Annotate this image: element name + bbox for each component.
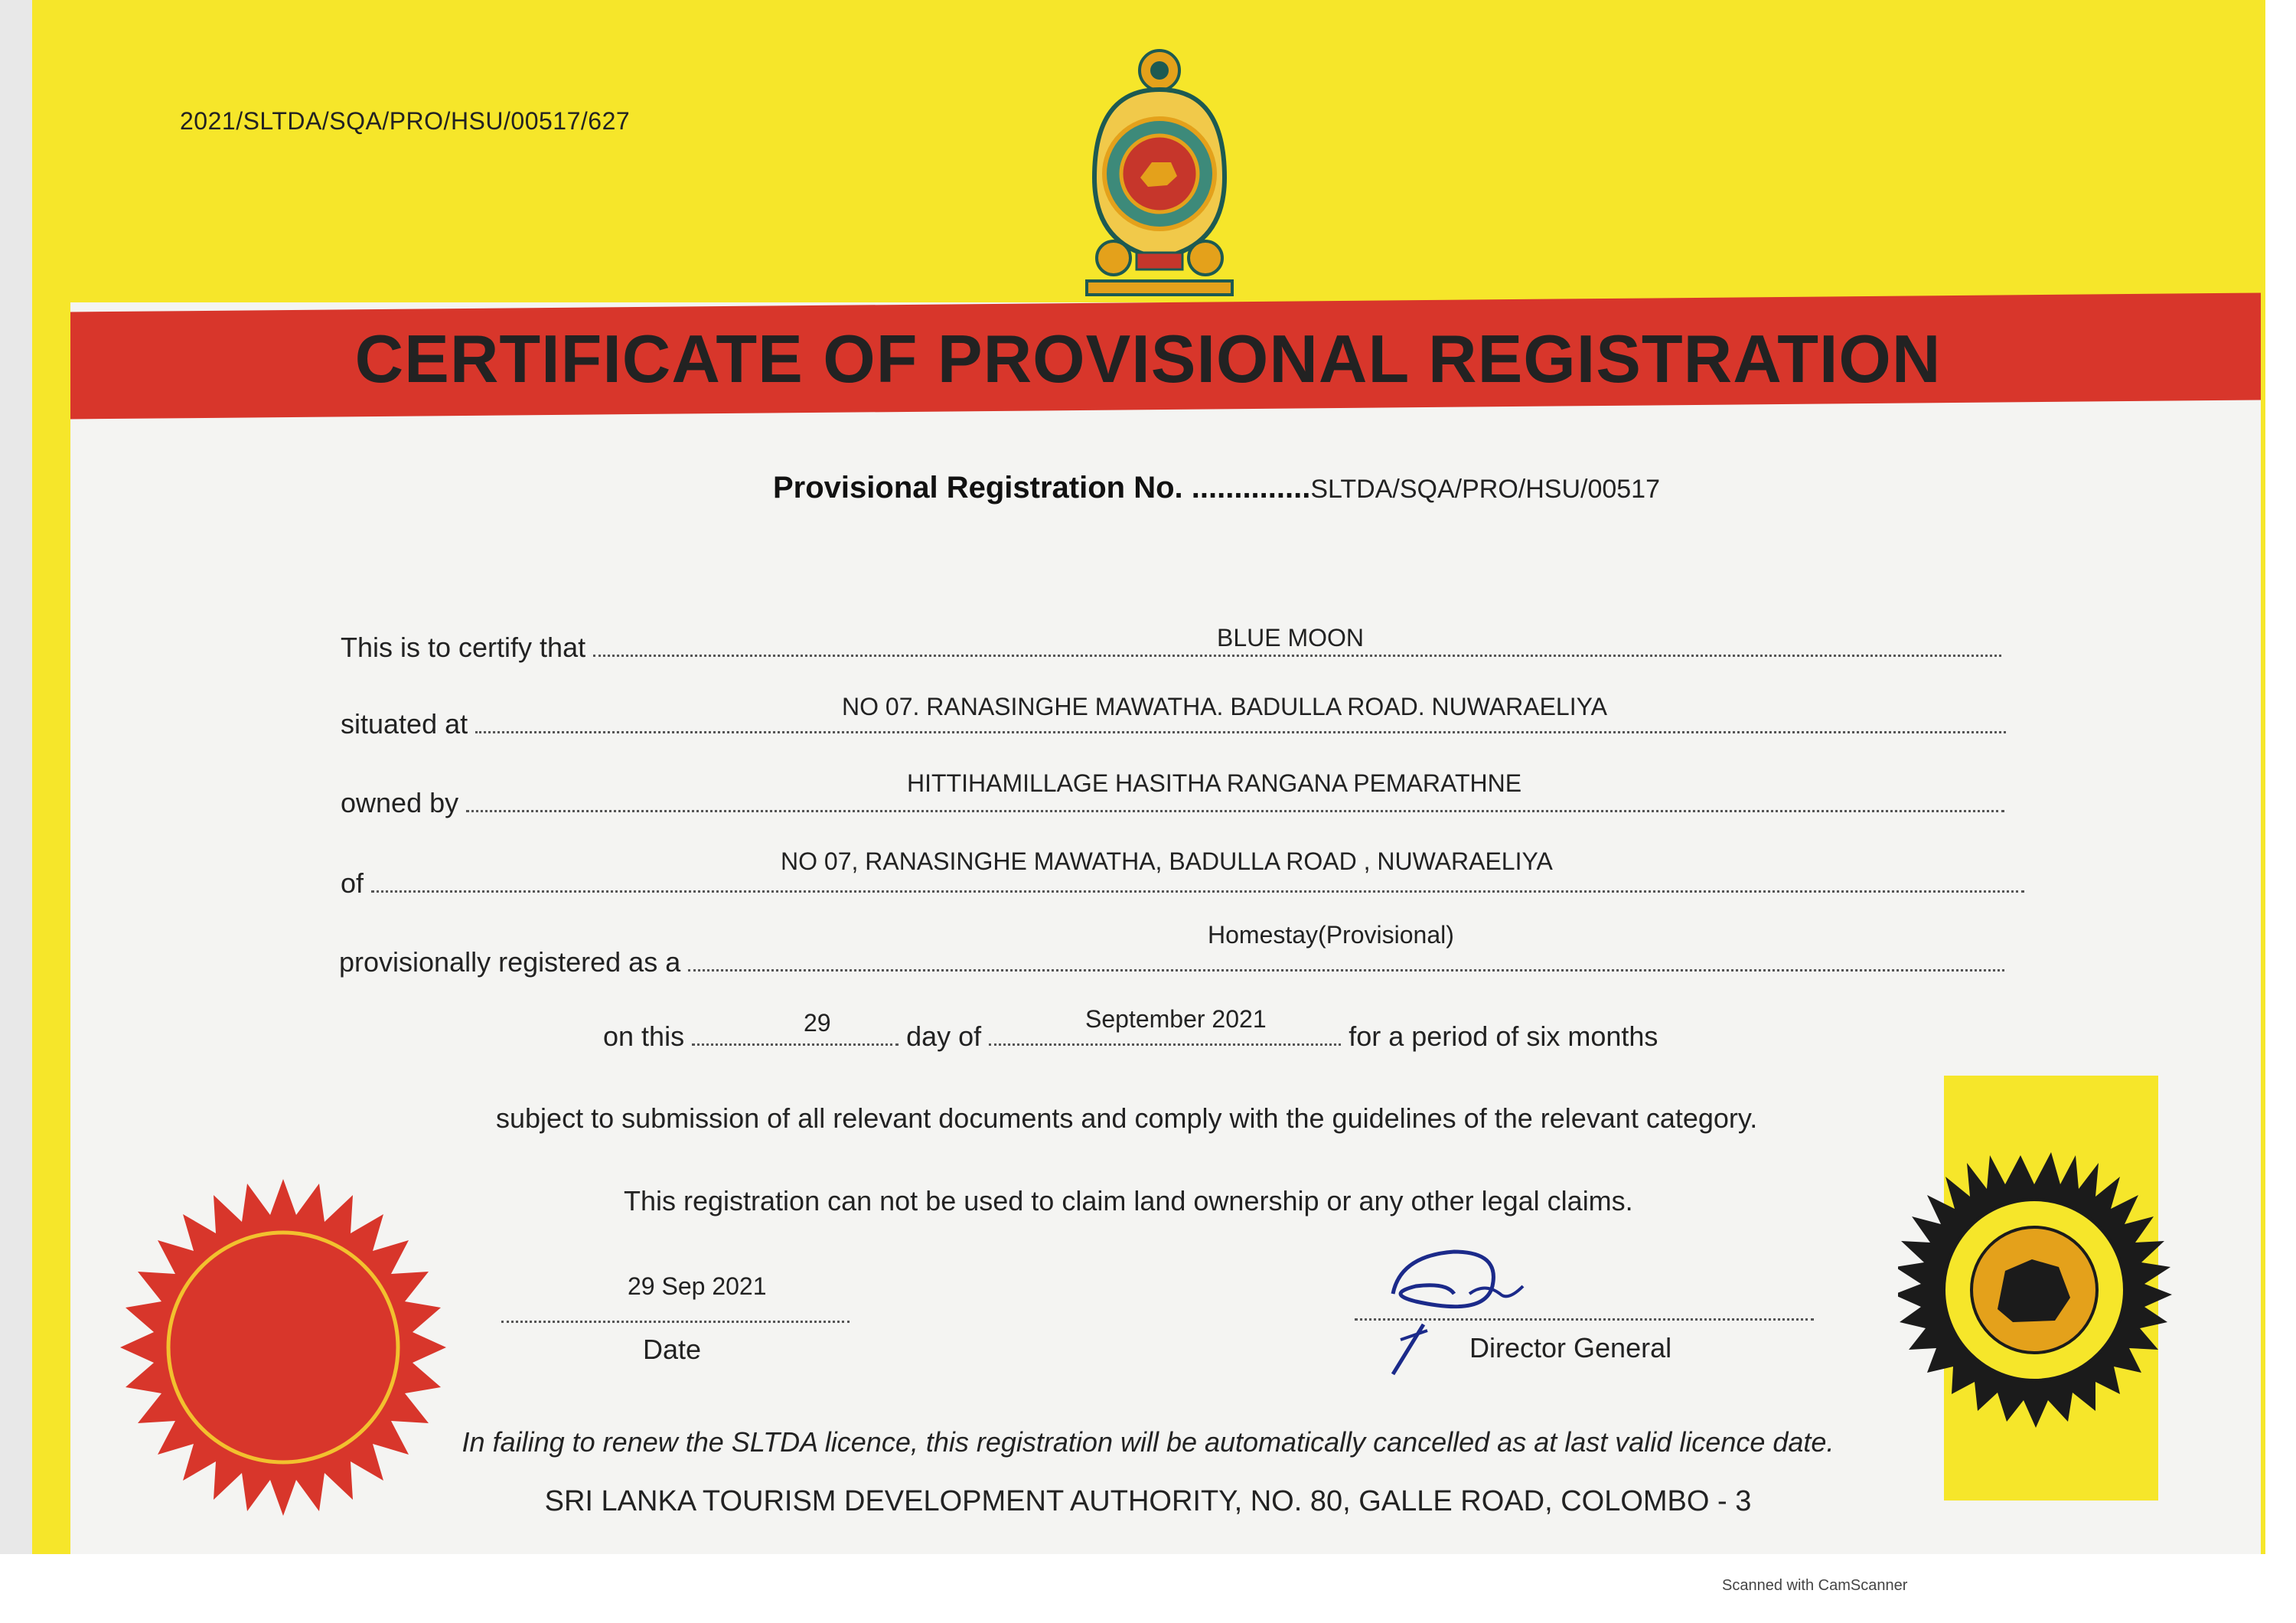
dotted-line [692, 1036, 899, 1046]
signature-line [1355, 1311, 1814, 1321]
issue-date: 29 Sep 2021 [628, 1272, 767, 1300]
field-label: provisionally registered as a [339, 946, 681, 978]
property-name: BLUE MOON [1217, 624, 1365, 651]
reference-number: 2021/SLTDA/SQA/PRO/HSU/00517/627 [180, 107, 631, 135]
property-address: NO 07. RANASINGHE MAWATHA. BADULLA ROAD. NUWARAELIYA [842, 693, 1607, 720]
date-label: Date [643, 1334, 702, 1365]
on-this-label: on this [603, 1020, 685, 1052]
scan-edge [0, 0, 32, 1554]
scanner-watermark: Scanned with CamScanner [1722, 1577, 1908, 1594]
dotted-line [989, 1036, 1341, 1046]
owner-name: HITTIHAMILLAGE HASITHA RANGANA PEMARATHNE [907, 769, 1522, 797]
owner-address: NO 07, RANASINGHE MAWATHA, BADULLA ROAD , NUWARAELIYA [781, 847, 1553, 875]
certificate-title: CERTIFICATE OF PROVISIONAL REGISTRATION [354, 321, 1942, 397]
registration-category: Homestay(Provisional) [1208, 921, 1454, 949]
field-certify [341, 632, 2001, 664]
authority-address: SRI LANKA TOURISM DEVELOPMENT AUTHORITY, NO. 80, GALLE ROAD, COLOMBO - 3 [544, 1485, 1752, 1517]
condition-line-1: subject to submission of all relevant documents and comply with the guidelines of the relevant category. [496, 1102, 1758, 1134]
field-label: owned by [341, 787, 459, 818]
day-value: 29 [804, 1009, 831, 1037]
registration-label: Provisional Registration No. .............. [773, 471, 1311, 505]
field-label: situated at [341, 708, 468, 740]
date-line [501, 1313, 850, 1323]
signatory-title: Director General [1469, 1332, 1672, 1363]
tourism-authority-seal-icon [1898, 1145, 2204, 1451]
dotted-line [466, 802, 2004, 812]
field-label: This is to certify that [341, 632, 586, 663]
dotted-line [475, 723, 2006, 733]
registration-number: SLTDA/SQA/PRO/HSU/00517 [1310, 475, 1661, 504]
dotted-line [371, 883, 2024, 893]
condition-line-2: This registration can not be used to claim land ownership or any other legal claims. [624, 1185, 1633, 1216]
dotted-line [688, 962, 2004, 972]
day-of-label: day of [906, 1020, 982, 1052]
field-label: of [341, 867, 364, 899]
field-registered-as [339, 946, 2004, 978]
month-year-value: September 2021 [1085, 1005, 1267, 1033]
red-seal-icon [115, 1179, 452, 1523]
national-emblem-icon [1079, 47, 1240, 300]
period-label: for a period of six months [1349, 1020, 1658, 1052]
renewal-warning: In failing to renew the SLTDA licence, this registration will be automatically cancelled as at last valid licence date. [461, 1426, 1835, 1458]
registration-number-line [773, 471, 1660, 505]
